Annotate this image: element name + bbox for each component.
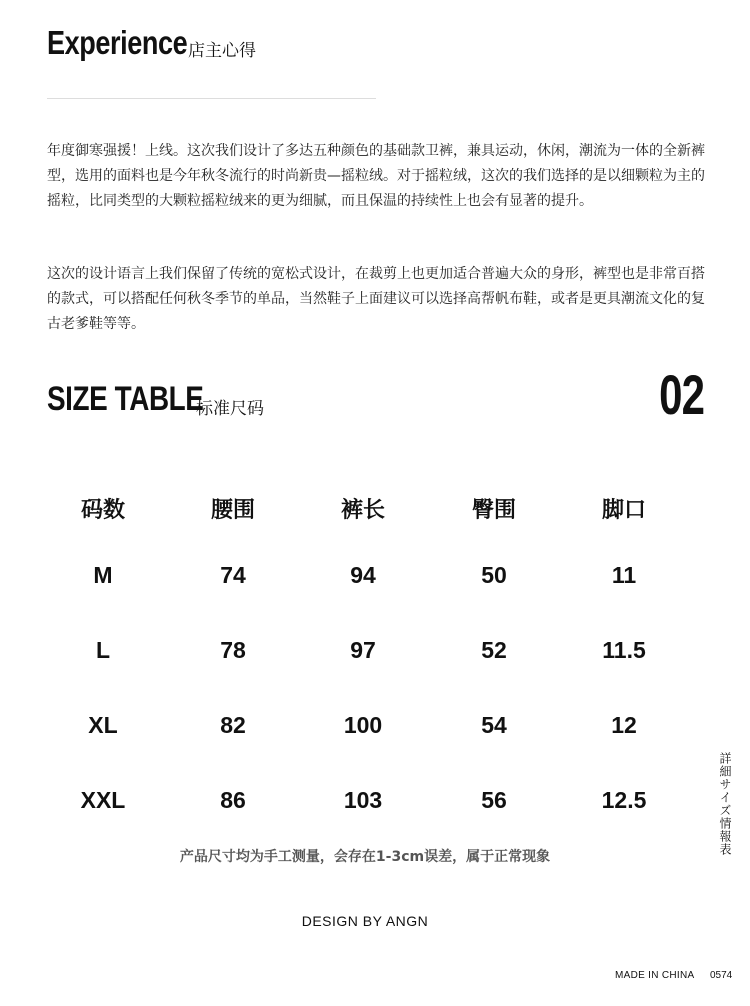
- table-cell: 12.5: [601, 787, 647, 813]
- intro-paragraph-2: 这次的设计语言上我们保留了传统的宽松式设计，在裁剪上也更加适合普遍大众的身形，裤型也是非常百搭的款式，可以搭配任何秋冬季节的单品，当然鞋子上面建议可以选择高帮帆布鞋，或者是更具潮流文化的复古老爹鞋等等。: [47, 266, 705, 332]
- table-cell: XL: [88, 712, 118, 738]
- table-cell: 78: [220, 637, 246, 663]
- measurement-note: 产品尺寸均为手工测量，会存在1-3cm误差，属于正常现象: [179, 849, 551, 865]
- table-cell: 11.5: [602, 637, 646, 663]
- experience-subtitle: 店主心得: [188, 41, 256, 61]
- table-header-cell: 脚口: [601, 497, 646, 522]
- made-in-label: MADE IN CHINA: [615, 970, 695, 981]
- table-cell: 82: [220, 712, 246, 738]
- divider: [47, 98, 376, 99]
- table-cell: 97: [350, 637, 376, 663]
- table-header-cell: 码数: [80, 497, 125, 522]
- table-header-cell: 裤长: [340, 497, 385, 522]
- table-cell: 56: [481, 787, 507, 813]
- vertical-size-label: 詳細サイズ情報表: [718, 752, 732, 856]
- table-cell: 54: [481, 712, 507, 738]
- table-cell: 103: [343, 787, 383, 813]
- table-header-cell: 腰围: [210, 497, 255, 522]
- section-number: 02: [658, 363, 704, 426]
- table-header-cell: 臀围: [471, 497, 516, 522]
- table-cell: 52: [481, 637, 507, 663]
- table-cell: 86: [220, 787, 246, 813]
- table-cell: L: [95, 637, 111, 663]
- table-cell: XXL: [80, 787, 126, 813]
- product-code: 0574: [710, 970, 733, 981]
- table-cell: 94: [350, 562, 376, 588]
- table-cell: 11: [611, 562, 637, 588]
- table-cell: 12: [611, 712, 637, 738]
- table-cell: M: [93, 562, 113, 588]
- design-credit: DESIGN BY ANGN: [301, 913, 429, 929]
- size-table-subtitle: 标准尺码: [196, 399, 264, 419]
- experience-title: Experience: [47, 24, 188, 61]
- table-cell: 50: [481, 562, 507, 588]
- table-cell: 74: [220, 562, 246, 588]
- intro-paragraph-1: 年度御寒强援！上线。这次我们设计了多达五种颜色的基础款卫裤，兼具运动，休闲，潮流为一体的全新裤型，选用的面料也是今年秋冬流行的时尚新贵—摇粒绒。对于摇粒绒，这次的我们选择的是以细颗粒为主的摇粒，比同类型的大颗粒摇粒绒来的更为细腻，而且保温的持续性上也会有显著的提升。: [47, 143, 705, 209]
- table-cell: 100: [343, 712, 383, 738]
- size-table-title: SIZE TABLE: [47, 380, 204, 418]
